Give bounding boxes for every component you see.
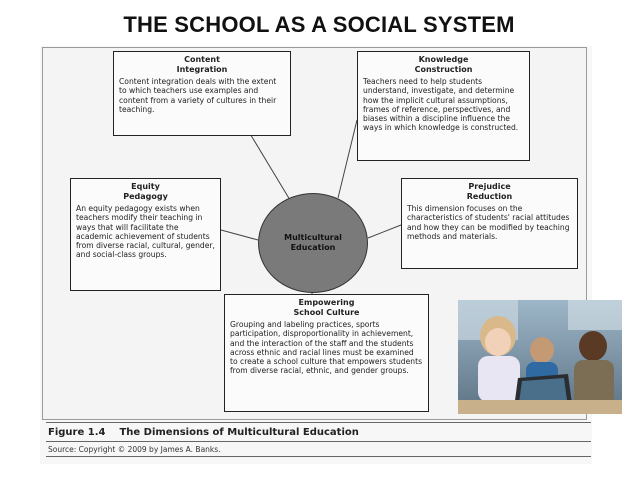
box-prejudice-reduction <box>401 178 578 269</box>
connector-content-integration <box>246 127 290 200</box>
hub-multicultural-education <box>258 193 368 293</box>
box-title: Knowledge Construction <box>414 55 473 74</box>
figure-number: Figure 1.4 <box>48 427 106 438</box>
box-equity-pedagogy <box>70 178 221 291</box>
box-body: Grouping and labeling practices, sports participation, disproportionality in achievement, and the interaction of the staff and the students across ethnic and racial lines must be examined to create a school culture that empowers students from diverse racial, ethnic, and gender groups. <box>230 320 423 376</box>
caption-rule-bottom <box>46 456 591 457</box>
box-knowledge-construction <box>357 51 530 161</box>
box-title: Equity Pedagogy <box>123 182 168 201</box>
box-empowering-school-culture <box>224 294 429 412</box>
connector-equity-pedagogy <box>221 230 258 240</box>
box-title: Prejudice Reduction <box>466 182 513 201</box>
classroom-photo <box>458 300 622 414</box>
connector-prejudice-reduction <box>368 225 401 238</box>
figure-title: The Dimensions of Multicultural Education <box>119 427 359 438</box>
figure-caption <box>48 427 359 438</box>
box-title: Empowering School Culture <box>293 298 360 317</box>
box-title: Content Integration <box>176 55 228 74</box>
box-body: This dimension focuses on the characteristics of students' racial attitudes and how they can be modified by teaching methods and materials. <box>407 204 570 241</box>
box-body: Content integration deals with the extent to which teachers use examples and content from a variety of cultures in their teaching. <box>119 77 277 114</box>
classroom-photo-illustration <box>458 300 622 414</box>
figure-source: Source: Copyright © 2009 by James A. Banks. <box>48 445 221 454</box>
box-body: Teachers need to help students understand, investigate, and determine how the implicit cultural assumptions, frames of reference, perspectives, and biases within a discipline influence the ways in which knowledge is constructed. <box>363 77 519 133</box>
slide-title: THE SCHOOL AS A SOCIAL SYSTEM <box>123 12 515 37</box>
caption-rule-top <box>46 422 591 423</box>
box-body: An equity pedagogy exists when teachers modify their teaching in ways that will facilitate the academic achievement of students from diverse racial, cultural, gender, and social-class groups. <box>76 204 215 260</box>
caption-rule-middle <box>46 441 591 442</box>
hub-label: Multicultural Education <box>284 233 342 252</box>
box-content-integration <box>113 51 291 136</box>
connector-knowledge-construction <box>338 120 357 198</box>
